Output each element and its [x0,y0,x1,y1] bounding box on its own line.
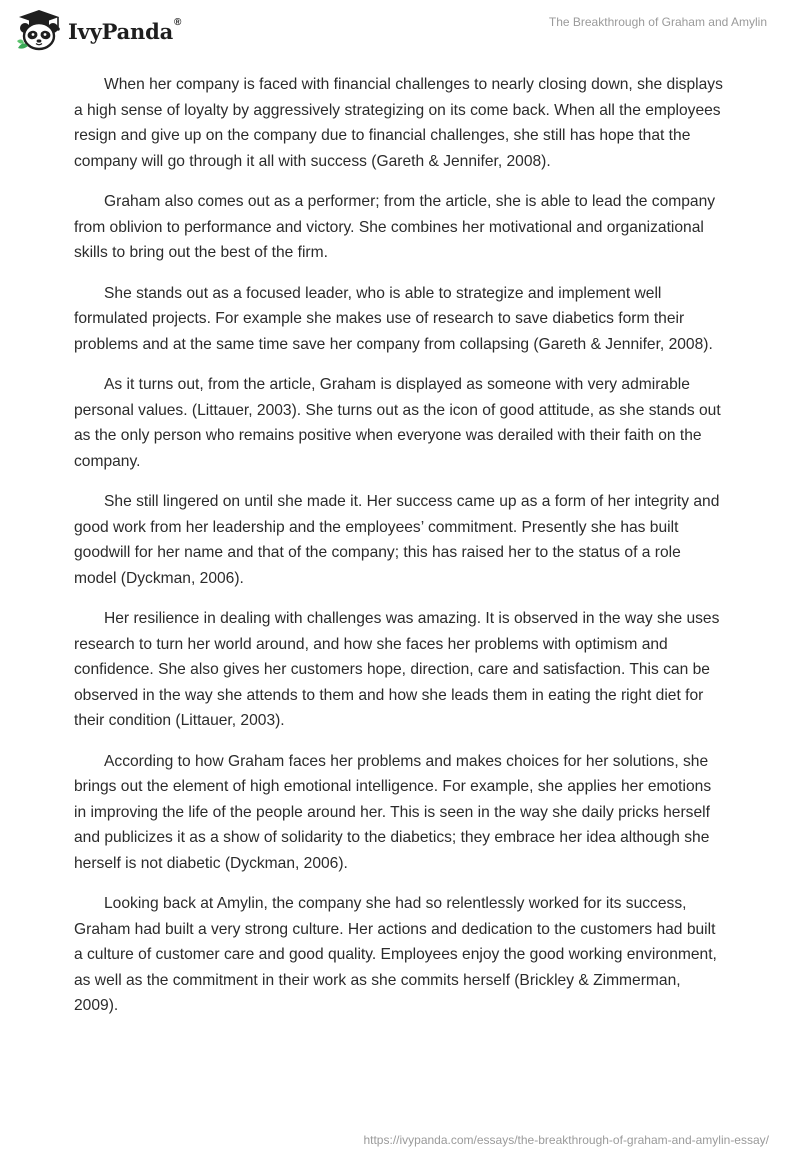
paragraph-6: Her resilience in dealing with challenges was amazing. It is observed in the way she uses research to turn her world around, and how she faces her problems with optimism and confidence. She also gives her customers hope, direction, care and satisfaction. This can be observed in the way she attends to them and how she leads them in eating the right diet for their condition (Littauer, 2003). [74,610,720,729]
essay-body [74,72,726,1034]
paragraph-7: According to how Graham faces her problems and makes choices for her solutions, she brings out the element of high emotional intelligence. For example, she applies her emotions in improving the life of the people around her. This is seen in the way she daily pricks herself and publicizes it as a show of solidarity to the diabetics; they embrace her idea although she herself is not diabetic (Dyckman, 2006). [74,752,712,872]
paragraph-5: She still lingered on until she made it. Her success came up as a form of her integrity and good work from her leadership and the employees’ commitment. Presently she has built goodwill for her name and that of the company; this has raised her to the status of a role model (Dyckman, 2006). [74,493,720,587]
source-url[interactable]: https://ivypanda.com/essays/the-breakthrough-of-graham-and-amylin-essay/ [363,1133,769,1147]
paragraph-2: Graham also comes out as a performer; from the article, she is able to lead the company from oblivion to performance and victory. She combines her motivational and organizational skills to bring out the best of the firm. [74,193,716,261]
paragraph-8: Looking back at Amylin, the company she had so relentlessly worked for its success, Graham had built a very strong culture. Her actions and dedication to the customers had built a culture of customer care and good quality. Employees enjoy the good working environment, as well as the commitment in their work as she commits herself (Brickley & Zimmerman, 2009). [74,895,717,1014]
registered-mark: ® [174,16,182,28]
document-title: The Breakthrough of Graham and Amylin [548,15,767,29]
paragraph-3: She stands out as a focused leader, who is able to strategize and implement well formulated projects. For example she makes use of research to save diabetics form their problems and at the same time save her company from collapsing (Gareth & Jennifer, 2008). [74,284,713,353]
panda-graduate-icon [14,8,64,52]
paragraph-1: When her company is faced with financial challenges to nearly closing down, she displays a high sense of loyalty by aggressively strategizing on its come back. When all the employees resign and give up on the company due to financial challenges, she still has hope that the company will go through it all with success (Gareth & Jennifer, 2008). [74,76,723,170]
brand-name: IvyPanda® [68,16,182,44]
paragraph-4: As it turns out, from the article, Graham is displayed as someone with very admirable personal values. (Littauer, 2003). She turns out as the icon of good attitude, as she stands out as the only person who remains positive when everyone was derailed with their faith on the company. [74,376,721,470]
logo[interactable] [14,8,181,52]
page-header [0,0,800,60]
